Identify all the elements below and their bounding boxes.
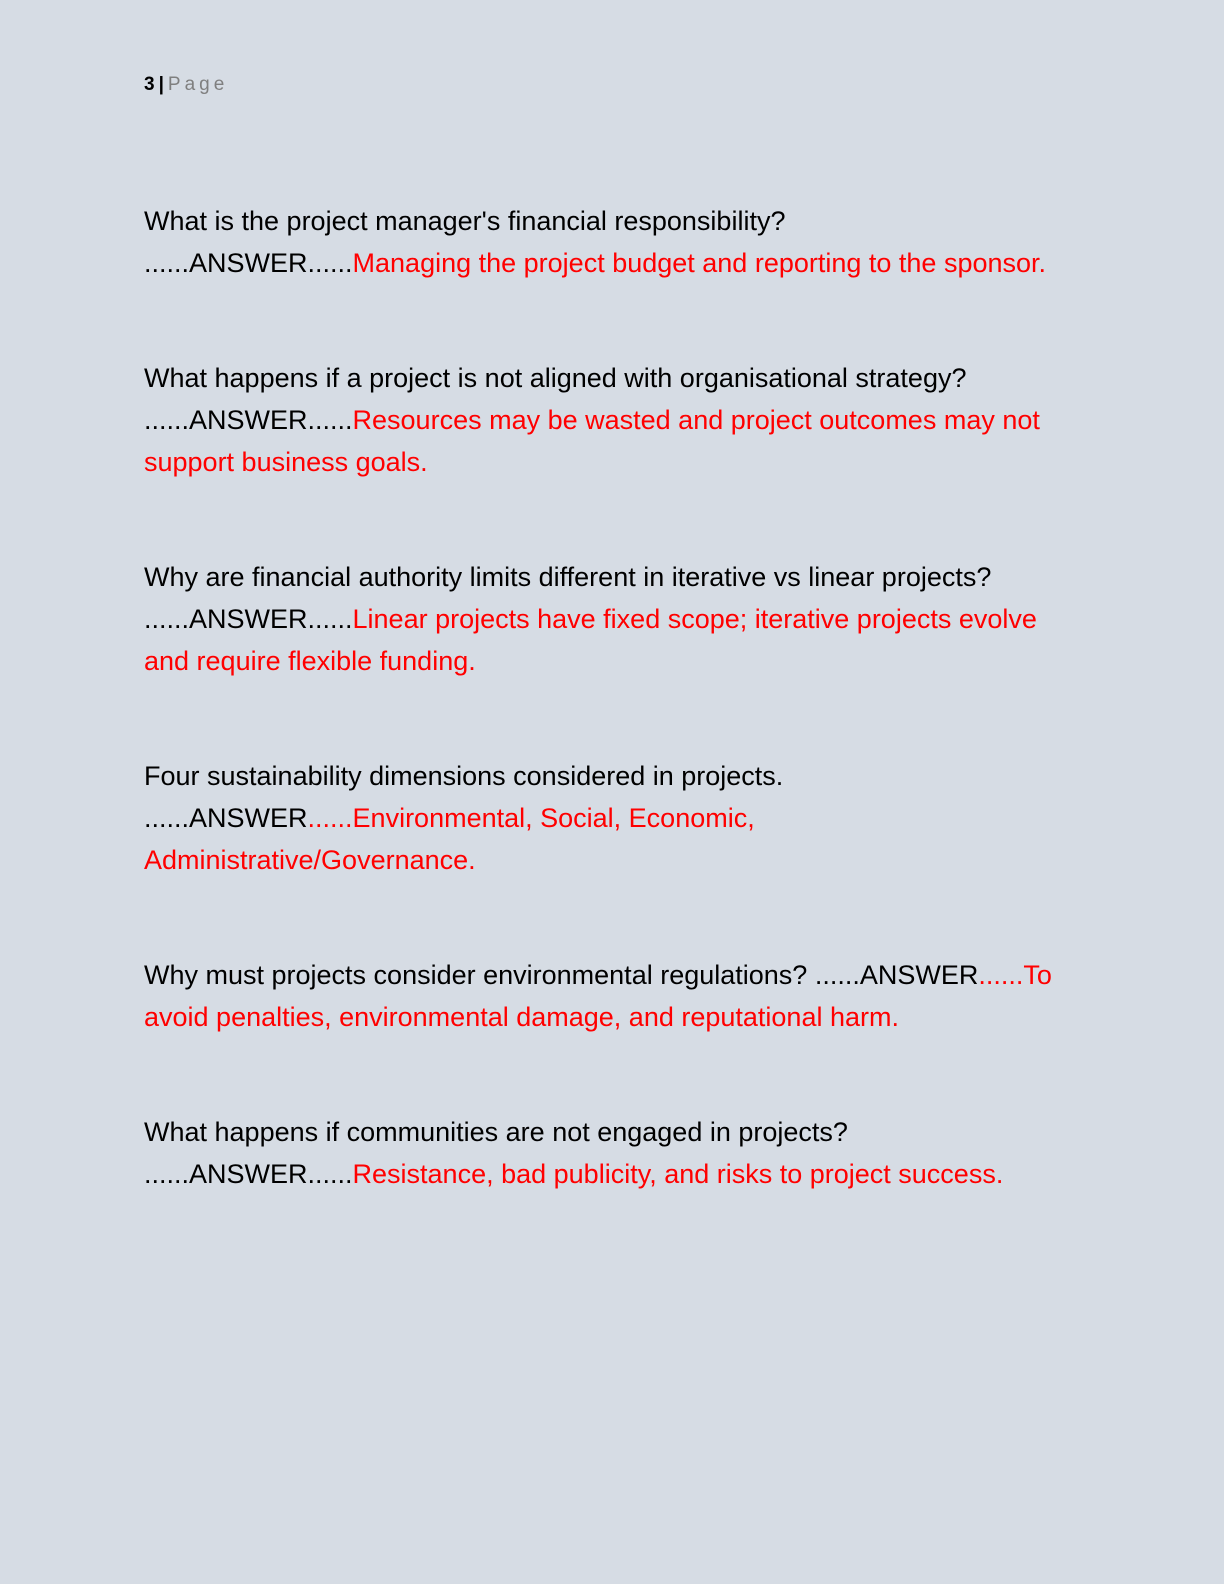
page-separator: | — [158, 74, 164, 95]
question-text: What happens if a project is not aligned with organisational strategy? — [144, 363, 967, 393]
question-text: Why must projects consider environmental regulations? — [144, 960, 815, 990]
qa-item — [144, 954, 1064, 1038]
answer-text: Resources may be wasted and project outcomes may not support business goals. — [144, 405, 1040, 477]
answer-prefix: ......ANSWER...... — [144, 405, 353, 435]
answer-text: Resistance, bad publicity, and risks to project success. — [352, 1159, 1004, 1189]
answer-prefix: ......ANSWER — [144, 803, 308, 833]
answer-prefix-red: ...... — [307, 803, 353, 833]
answer-prefix: ......ANSWER...... — [144, 604, 353, 634]
answer-text: To avoid penalties, environmental damage, and reputational harm. — [144, 960, 1052, 1032]
answer-text: Environmental, Social, Economic, Administrative/Governance. — [144, 803, 755, 875]
question-text: Four sustainability dimensions considered in projects. — [144, 761, 784, 791]
qa-item — [144, 200, 1064, 284]
answer-text: Managing the project budget and reporting to the sponsor. — [352, 248, 1047, 278]
qa-item — [144, 1111, 1064, 1195]
question-text: What happens if communities are not engaged in projects? — [144, 1117, 848, 1147]
answer-prefix: ......ANSWER — [814, 960, 979, 990]
page-header — [144, 74, 228, 96]
page-number: 3 — [144, 74, 155, 95]
qa-item — [144, 357, 1064, 483]
qa-list — [144, 200, 1064, 1268]
answer-text: Linear projects have fixed scope; iterative projects evolve and require flexible funding. — [144, 604, 1037, 676]
question-text: Why are financial authority limits different in iterative vs linear projects? — [144, 562, 992, 592]
answer-prefix: ......ANSWER...... — [144, 248, 353, 278]
page-label: Page — [167, 74, 229, 95]
answer-prefix-red: ...... — [978, 960, 1024, 990]
question-text: What is the project manager's financial responsibility? — [144, 206, 786, 236]
qa-item — [144, 556, 1064, 682]
answer-prefix: ......ANSWER...... — [144, 1159, 353, 1189]
qa-item — [144, 755, 1064, 881]
